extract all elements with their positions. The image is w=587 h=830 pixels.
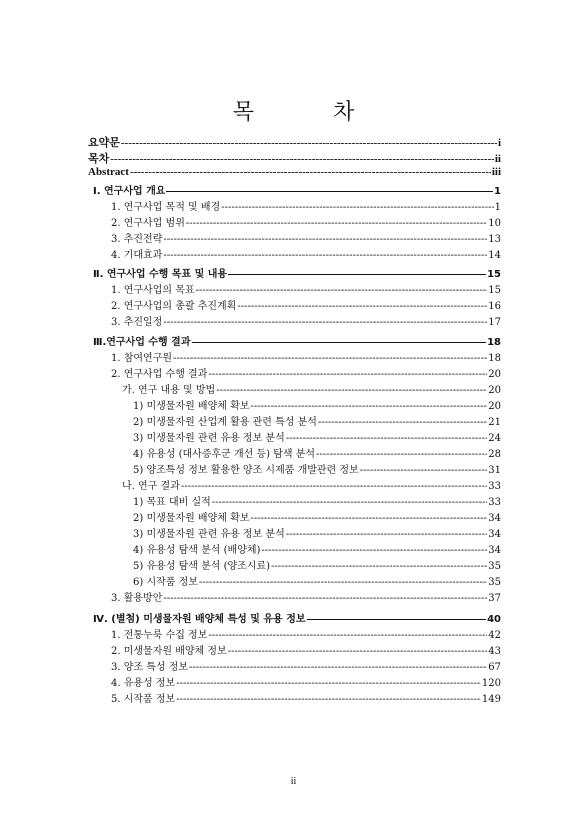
toc-entry-label: 5) 양조특성 정보 활용한 양조 시제품 개발관련 정보 [133,465,359,476]
toc-entry-label: 2. 연구사업의 총괄 추진계획 [111,301,237,312]
toc-page-number: 13 [488,234,501,245]
toc-leader-line [271,561,487,572]
toc-entry[interactable] [133,525,501,541]
toc-entry[interactable] [133,397,501,413]
toc-entry[interactable] [122,477,501,493]
toc-chapter-entry[interactable] [93,265,501,281]
toc-entry-label: 목차 [88,153,110,165]
toc-leader-line [316,449,487,460]
toc-entry-label: 가. 연구 내용 및 방법 [122,385,216,396]
toc-entry-label: Ⅲ.연구사업 수행 결과 [93,337,191,348]
toc-entry[interactable] [122,381,501,397]
toc-leader-line [163,317,487,328]
toc-entry[interactable] [133,461,501,477]
toc-entry-label: 2. 미생물자원 배양체 정보 [111,646,227,657]
toc-page-number: 1 [494,186,501,197]
toc-entry-label: Ⅳ. (별첨) 미생물자원 배양체 특성 및 유용 정보 [93,614,306,625]
toc-page-number: 33 [488,497,501,508]
toc-page-number: 21 [488,417,501,428]
toc-entry-label: 4. 기대효과 [111,250,163,261]
toc-page-number: 28 [488,449,501,460]
toc-leader-line [216,385,487,396]
toc-page-number: 20 [488,369,501,380]
toc-entry[interactable] [88,134,501,150]
toc-entry-label: 1) 목표 대비 실적 [133,497,211,508]
toc-entry-label: Ⅰ. 연구사업 개요 [93,186,166,197]
toc-page-number: 42 [488,630,501,641]
toc-page-number: 15 [488,285,501,296]
toc-leader-line [176,678,481,689]
toc-leader-line [163,250,487,261]
toc-leader-line [228,646,488,657]
toc-entry-label: 1) 미생물자원 배양체 확보 [133,401,250,412]
toc-entry-label: 5. 시작품 정보 [111,694,176,705]
toc-leader-line [208,369,487,380]
toc-page-number: 120 [481,678,501,689]
toc-entry-label: 3. 추진일정 [111,317,163,328]
toc-entry-label: 2. 연구사업 수행 결과 [111,369,208,380]
toc-entry-label: 3. 활용방안 [111,593,163,604]
toc-page-number: 20 [488,385,501,396]
toc-entry-label: 1. 참여연구원 [111,353,173,364]
toc-entry[interactable] [111,281,501,297]
toc-leader-line [163,593,487,604]
toc-entry[interactable] [88,150,501,166]
toc-page-number: 17 [488,317,501,328]
toc-page-number: 40 [487,614,501,625]
toc-entry[interactable] [111,658,501,674]
toc-chapter-entry[interactable] [93,333,501,349]
toc-entry-label: Abstract [88,166,129,178]
toc-page-number: 10 [488,218,501,229]
toc-page-number: 67 [488,662,501,673]
toc-leader-line [173,353,487,364]
toc-leader-line [186,218,487,229]
toc-entry-label: 1. 연구사업 목적 및 배경 [111,202,221,213]
toc-entry-label: 4) 유용성 (대사증후군 개선 등) 탐색 분석 [133,449,316,460]
toc-entry[interactable] [111,246,501,262]
toc-entry[interactable] [133,541,501,557]
toc-entry-label: 요약문 [88,137,120,149]
toc-leader-line [181,481,487,492]
toc-entry[interactable] [88,166,501,182]
toc-entry[interactable] [111,674,501,690]
toc-page-number: ii [494,153,501,165]
toc-page-number: 34 [488,545,501,556]
toc-page-number: 16 [488,301,501,312]
toc-leader-line [176,694,481,705]
toc-entry[interactable] [111,626,501,642]
toc-leader-line [199,577,487,588]
toc-entry[interactable] [111,642,501,658]
toc-entry[interactable] [133,573,501,589]
toc-page-number: 34 [488,513,501,524]
toc-leader-line [130,166,491,178]
toc-entry-label: 1. 전통누룩 수집 정보 [111,630,208,641]
toc-leader-line [286,433,488,444]
toc-entry[interactable] [133,413,501,429]
toc-entry-label: 나. 연구 결과 [122,481,180,492]
toc-entry[interactable] [111,198,501,214]
toc-entry-label: 4. 유용성 정보 [111,678,176,689]
toc-page-number: 33 [488,481,501,492]
toc-leader-line [237,301,487,312]
toc-entry-label: 3) 미생물자원 관련 유용 정보 분석 [133,529,285,540]
toc-leader-line [189,662,487,673]
toc-entry[interactable] [111,349,501,365]
toc-leader-line [307,619,487,620]
toc-leader-line [286,529,488,540]
toc-entry-label: 4) 유용성 탐색 분석 (배양체) [133,545,261,556]
toc-page-number: 18 [487,337,501,348]
toc-leader-line [221,202,493,213]
toc-page-number: 1 [494,202,501,213]
toc-entry[interactable] [133,429,501,445]
toc-entry[interactable] [133,445,501,461]
toc-entry-label: 3) 미생물자원 관련 유용 정보 분석 [133,433,285,444]
toc-page-number: i [497,137,501,149]
toc-entry-label: 1. 연구사업의 목표 [111,285,195,296]
toc-page-number: 31 [488,465,501,476]
toc-entry[interactable] [111,589,501,605]
toc-entry[interactable] [133,509,501,525]
toc-entry[interactable] [111,690,501,706]
toc-entry[interactable] [111,313,501,329]
toc-page-number: 14 [488,250,501,261]
toc-page-number: 20 [488,401,501,412]
toc-page-number: 37 [488,593,501,604]
toc-entry-label: 6) 시작품 정보 [133,577,198,588]
page-title: 목 차 [232,100,391,125]
toc-leader-line [166,191,493,192]
toc-chapter-entry[interactable] [93,182,501,198]
toc-leader-line [110,153,494,165]
toc-leader-line [228,274,486,275]
toc-leader-line [250,513,487,524]
toc-entry-label: 2. 연구사업 범위 [111,218,185,229]
toc-entry[interactable] [133,557,501,573]
toc-leader-line [121,137,497,149]
toc-leader-line [261,545,487,556]
toc-leader-line [212,497,488,508]
toc-page-number: 34 [488,529,501,540]
toc-entry[interactable] [111,297,501,313]
toc-page-number: 149 [481,694,501,705]
toc-leader-line [250,401,487,412]
toc-page-number: 35 [488,561,501,572]
toc-page-number: 24 [488,433,501,444]
toc-page-number: iii [491,166,501,178]
page-number: ii [290,776,297,787]
toc-entry[interactable] [111,230,501,246]
toc-chapter-entry[interactable] [93,610,501,626]
toc-leader-line [318,417,487,428]
toc-leader-line [208,630,487,641]
toc-entry-label: 3. 추진전략 [111,234,163,245]
toc-entry-label: 5) 유용성 탐색 분석 (양조시료) [133,561,271,572]
toc-entry[interactable] [111,214,501,230]
toc-leader-line [163,234,487,245]
toc-entry-label: Ⅱ. 연구사업 수행 목표 및 내용 [93,269,228,280]
toc-page-number: 18 [488,353,501,364]
toc-page-number: 43 [488,646,501,657]
toc-page-number: 35 [488,577,501,588]
toc-page-number: 15 [487,269,501,280]
toc-leader-line [196,285,488,296]
toc-entry[interactable] [111,365,501,381]
toc-entry-label: 2) 미생물자원 산업계 활용 관련 특성 분석 [133,417,317,428]
toc-entry[interactable] [133,493,501,509]
toc-leader-line [192,342,487,343]
toc-entry-label: 3. 양조 특성 정보 [111,662,189,673]
toc-entry-label: 2) 미생물자원 배양체 확보 [133,513,250,524]
toc-leader-line [360,465,488,476]
